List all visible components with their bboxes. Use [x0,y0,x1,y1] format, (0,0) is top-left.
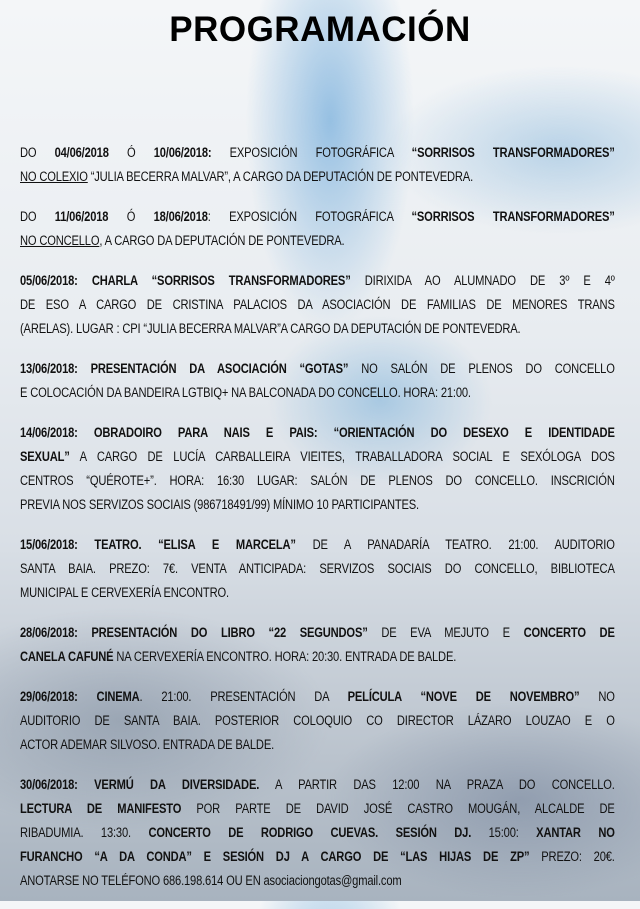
entry-line [20,533,615,557]
text: DE EVA MEJUTO E [367,625,524,640]
bold-text: CONCERTO DE [523,625,615,640]
bold-text: “SORRISOS TRANSFORMADORES” [411,145,615,160]
entry-line [20,581,615,605]
entry-line [20,621,615,645]
bold-text: 14/06/2018: OBRADOIRO PARA NAIS E PAIS: “ORIENTACIÓN DO DESEXO E IDENTIDADE [20,425,615,440]
text: CENTROS “QUÉROTE+”. HORA: 16:30 LUGAR: SALÓN DE PLENOS DO CONCELLO. INSCRICIÓN [20,473,615,488]
programme-entry [20,621,615,669]
text: (ARELAS). LUGAR : CPI “JULIA BECERRA MALVAR”A CARGO DA DEPUTACIÓN DE PONTEVEDRA. [20,321,521,336]
entry-line [20,685,615,709]
entry-line [20,165,615,189]
bold-text: SEXUAL” [20,449,70,464]
bold-text: 28/06/2018: PRESENTACIÓN DO LIBRO “22 SEGUNDOS” [20,625,368,640]
bold-text: PELÍCULA “NOVE DE NOVEMBRO” [347,689,580,704]
text: : EXPOSICIÓN FOTOGRÁFICA [207,209,412,224]
bold-text: FURANCHO “A DA CONDA” E SESIÓN DJ A CARGO DE “LAS HIJAS DE ZP” [20,849,530,864]
entry-line [20,557,615,581]
bold-text: 13/06/2018: PRESENTACIÓN DA ASOCIACIÓN “GOTAS” [20,361,349,376]
underlined-text: NO COLEXIO [20,169,88,184]
entry-line [20,645,615,669]
programme-entry [20,685,615,757]
text: ANOTARSE NO TELÉFONO 686.198.614 OU EN asociaciongotas@gmail.com [20,873,402,888]
text: RIBADUMIA. 13:30. [20,825,149,840]
page-title: PROGRAMACIÓN [169,10,471,49]
text: AUDITORIO DE SANTA BAIA. POSTERIOR COLOQUIO CO DIRECTOR LÁZARO LOUZAO E O [20,713,615,728]
text: DO [20,209,55,224]
bold-text: 30/06/2018: VERMÚ DA DIVERSIDADE. [20,777,260,792]
text: A CARGO DE LUCÍA CARBALLEIRA VIEITES, TRABALLADORA SOCIAL E SEXÓLOGA DOS [69,449,615,464]
text: NO [579,689,615,704]
entry-line [20,797,615,821]
entry-line [20,869,615,893]
entry-line [20,733,615,757]
entry-line [20,445,615,469]
bold-text: 29/06/2018: CINEMA [20,689,140,704]
programme-list [20,141,615,909]
bold-text: 10/06/2018: [153,145,212,160]
entry-line [20,229,615,253]
programme-entry [20,533,615,605]
entry-line [20,141,615,165]
bold-text: CANELA CAFUNÉ [20,649,114,664]
text: MUNICIPAL E CERVEXERÍA ENCONTRO. [20,585,229,600]
programme-entry [20,269,615,341]
programme-entry [20,357,615,405]
text: PREZO: 20€. [529,849,615,864]
text: NO SALÓN DE PLENOS DO CONCELLO [348,361,615,376]
text: DO [20,145,55,160]
text: DIRIXIDA AO ALUMNADO DE 3º E 4º [350,273,615,288]
text: ACTOR ADEMAR SILVOSO. ENTRADA DE BALDE. [20,737,275,752]
entry-line [20,317,615,341]
text: DE ESO A CARGO DE CRISTINA PALACIOS DA ASOCIACIÓN DE FAMILIAS DE MENORES TRANS [20,297,615,312]
text: . 21:00. PRESENTACIÓN DA [139,689,348,704]
text: PREVIA NOS SERVIZOS SOCIAIS (986718491/99) MÍNIMO 10 PARTICIPANTES. [20,497,419,512]
text: Ó [108,209,154,224]
entry-line [20,709,615,733]
entry-line [20,293,615,317]
text: NA CERVEXERÍA ENCONTRO. HORA: 20:30. ENTRADA DE BALDE. [113,649,457,664]
programme-entry [20,421,615,517]
bold-text: XANTAR NO [536,825,615,840]
entry-line [20,421,615,445]
entry-line [20,381,615,405]
entry-line [20,773,615,797]
text: EXPOSICIÓN FOTOGRÁFICA [211,145,412,160]
bold-text: 15/06/2018: TEATRO. “ELISA E MARCELA” [20,537,296,552]
bold-text: 05/06/2018: CHARLA “SORRISOS TRANSFORMADORES” [20,273,351,288]
text: POR PARTE DE DAVID JOSÉ CASTRO MOUGÁN, ALCALDE DE [181,801,615,816]
entry-line [20,357,615,381]
text: E COLOCACIÓN DA BANDEIRA LGTBIQ+ NA BALCONADA DO CONCELLO. HORA: 21:00. [20,385,471,400]
underlined-text: NO CONCELLO [20,233,100,248]
entry-line [20,493,615,517]
programme-entry [20,141,615,189]
bold-text: 11/06/2018 [54,209,109,224]
entry-line [20,469,615,493]
bold-text: 04/06/2018 [54,145,109,160]
bold-text: CONCERTO DE RODRIGO CUEVAS. SESIÓN DJ. [148,825,472,840]
text: DE A PANADARÍA TEATRO. 21:00. AUDITORIO [295,537,615,552]
entry-line [20,845,615,869]
text: , A CARGO DA DEPUTACIÓN DE PONTEVEDRA. [99,233,345,248]
entry-line [20,269,615,293]
programme-entry [20,773,615,893]
entry-line [20,821,615,845]
text: A PARTIR DAS 12:00 NA PRAZA DO CONCELLO. [259,777,615,792]
text: 15:00: [471,825,537,840]
bold-text: LECTURA DE MANIFESTO [20,801,182,816]
entry-line [20,205,615,229]
programme-entry [20,205,615,253]
bold-text: 18/06/2018 [153,209,208,224]
text: Ó [108,145,154,160]
text: “JULIA BECERRA MALVAR”, A CARGO DA DEPUTACIÓN DE PONTEVEDRA. [87,169,474,184]
text: SANTA BAIA. PREZO: 7€. VENTA ANTICIPADA: SERVIZOS SOCIAIS DO CONCELLO, BIBLIOTECA [20,561,615,576]
bold-text: “SORRISOS TRANSFORMADORES” [411,209,615,224]
